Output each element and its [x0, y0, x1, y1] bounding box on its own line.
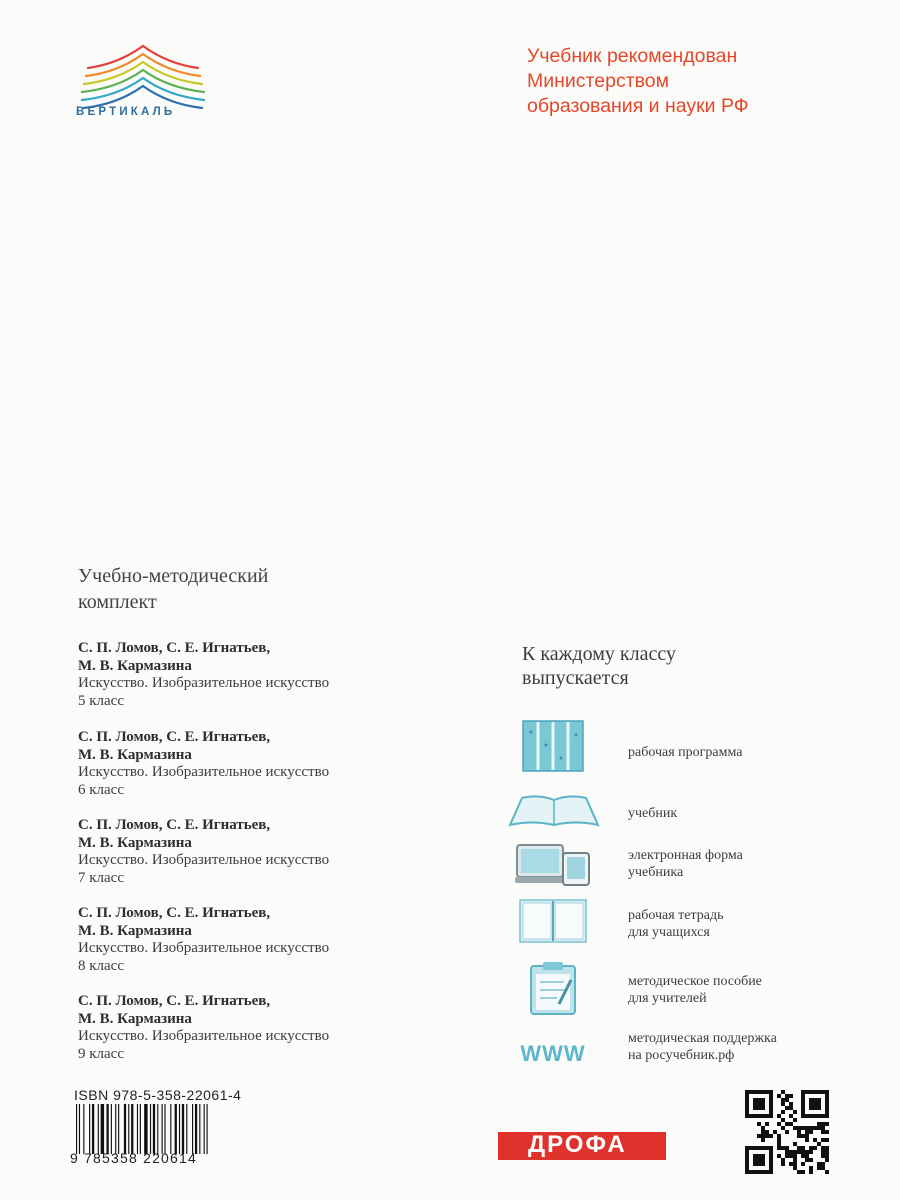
qr-module — [797, 1134, 801, 1138]
recommendation-line: образования и науки РФ — [527, 95, 749, 117]
qr-module — [797, 1146, 801, 1150]
qr-module — [789, 1106, 793, 1110]
qr-module — [801, 1126, 805, 1130]
book-authors: С. П. Ломов, С. Е. Игнатьев, — [78, 905, 271, 921]
isbn-label: ISBN 978-5-358-22061-4 — [74, 1087, 242, 1103]
clipboard-icon — [529, 960, 577, 1016]
qr-module — [785, 1122, 789, 1126]
book-title: Искусство. Изобразительное искусство — [78, 852, 330, 868]
barcode-bar — [111, 1104, 112, 1154]
barcode-bar — [137, 1104, 138, 1154]
book-authors: С. П. Ломов, С. Е. Игнатьев, — [78, 817, 271, 833]
qr-module — [777, 1142, 781, 1146]
workbook-icon — [519, 899, 587, 943]
qr-module — [789, 1154, 793, 1158]
qr-module — [805, 1150, 809, 1154]
book-grade: 9 класс — [78, 1045, 124, 1062]
qr-module — [809, 1166, 813, 1170]
qr-module — [825, 1122, 829, 1126]
qr-module — [793, 1154, 797, 1158]
barcode-bar — [115, 1104, 116, 1154]
umk-heading-line: Учебно-методический — [78, 565, 269, 587]
qr-module — [797, 1170, 801, 1174]
binder-icon — [522, 720, 584, 772]
book-grade: 7 класс — [78, 869, 124, 886]
barcode-bar — [83, 1104, 84, 1154]
qr-module — [789, 1150, 793, 1154]
product-label-line: для учащихся — [628, 925, 710, 940]
qr-module — [825, 1138, 829, 1142]
barcode-bar — [170, 1104, 171, 1154]
barcode-bar — [199, 1104, 200, 1154]
barcode-digits: 9 785358 220614 — [70, 1150, 197, 1166]
barcode-bar — [131, 1104, 133, 1154]
book-entry — [78, 640, 418, 710]
qr-module — [813, 1126, 817, 1130]
barcode-bar — [162, 1104, 163, 1154]
qr-module — [793, 1142, 797, 1146]
qr-module — [801, 1154, 805, 1158]
qr-module — [817, 1166, 821, 1170]
qr-module — [789, 1094, 793, 1098]
qr-module — [761, 1134, 765, 1138]
qr-module — [757, 1122, 761, 1126]
book-authors: М. В. Кармазина — [78, 922, 192, 939]
qr-module — [773, 1130, 777, 1134]
qr-module — [821, 1126, 825, 1130]
barcode-bar — [89, 1104, 90, 1154]
book-entry — [78, 817, 418, 887]
qr-module — [805, 1126, 809, 1130]
product-label-line: учебник — [628, 806, 678, 821]
qr-module — [785, 1146, 789, 1150]
qr-module — [801, 1162, 805, 1166]
publisher-name: ДРОФА — [528, 1131, 627, 1158]
qr-module — [821, 1154, 825, 1158]
qr-module — [825, 1158, 829, 1162]
open-book-icon — [508, 792, 600, 828]
barcode-bar — [182, 1104, 184, 1154]
book-entry — [78, 993, 418, 1063]
book-title: Искусство. Изобразительное искусство — [78, 764, 330, 780]
product-label — [628, 744, 742, 761]
qr-module — [789, 1114, 793, 1118]
qr-module — [809, 1126, 813, 1130]
qr-module — [781, 1098, 785, 1102]
qr-module — [809, 1130, 813, 1134]
product-label-line: на росучебник.рф — [628, 1048, 735, 1063]
product-label — [628, 907, 724, 941]
product-label-line: методическое пособие — [628, 974, 762, 989]
qr-module — [817, 1122, 821, 1126]
qr-code-icon — [745, 1090, 829, 1174]
recommendation-line: Учебник рекомендован — [527, 45, 738, 67]
product-label-line: рабочая программа — [628, 745, 743, 760]
qr-module — [785, 1150, 789, 1154]
barcode-bar — [124, 1104, 126, 1154]
qr-module — [781, 1158, 785, 1162]
qr-module — [821, 1138, 825, 1142]
logo-wordmark: ВЕРТИКАЛЬ — [76, 106, 176, 118]
qr-module — [805, 1138, 809, 1142]
book-grade: 6 класс — [78, 781, 124, 798]
qr-module — [785, 1094, 789, 1098]
qr-module — [801, 1146, 805, 1150]
book-authors: М. В. Кармазина — [78, 1010, 192, 1027]
qr-module — [825, 1170, 829, 1174]
qr-module — [781, 1146, 785, 1150]
qr-module — [757, 1134, 761, 1138]
qr-module — [769, 1134, 773, 1138]
each-class-line: К каждому классу — [522, 643, 676, 665]
book-grade: 5 класс — [78, 692, 124, 709]
barcode-bar — [207, 1104, 208, 1154]
qr-module — [753, 1154, 765, 1166]
book-entry — [78, 729, 418, 799]
qr-module — [805, 1134, 809, 1138]
qr-module — [797, 1150, 801, 1154]
book-title: Искусство. Изобразительное искусство — [78, 1028, 330, 1044]
qr-module — [781, 1090, 785, 1094]
book-entry — [78, 905, 418, 975]
barcode-bar — [92, 1104, 94, 1154]
barcode-bar — [157, 1104, 158, 1154]
qr-module — [785, 1130, 789, 1134]
qr-module — [761, 1138, 765, 1142]
book-authors: С. П. Ломов, С. Е. Игнатьев, — [78, 729, 271, 745]
product-label-line: рабочая тетрадь — [628, 908, 724, 923]
barcode-bar — [175, 1104, 177, 1154]
product-label — [628, 973, 762, 1007]
umk-heading — [78, 563, 268, 615]
barcode-bar — [186, 1104, 187, 1154]
qr-module — [809, 1098, 821, 1110]
product-label-line: электронная форма — [628, 848, 743, 863]
qr-module — [801, 1170, 805, 1174]
www-icon-text: WWW — [520, 1041, 586, 1066]
recommendation-line: Министерством — [527, 70, 670, 92]
qr-module — [789, 1102, 793, 1106]
qr-module — [777, 1122, 781, 1126]
qr-module — [793, 1166, 797, 1170]
barcode-bar — [192, 1104, 193, 1154]
qr-module — [821, 1130, 825, 1134]
each-class-line: выпускается — [522, 667, 629, 689]
qr-module — [793, 1110, 797, 1114]
devices-icon — [515, 843, 591, 887]
qr-module — [777, 1138, 781, 1142]
each-class-heading — [522, 642, 676, 690]
qr-module — [797, 1130, 801, 1134]
product-label-line: учебника — [628, 865, 684, 880]
qr-module — [781, 1162, 785, 1166]
barcode-bar — [101, 1104, 104, 1154]
barcode-bar — [128, 1104, 129, 1154]
qr-module — [813, 1138, 817, 1142]
qr-module — [821, 1150, 825, 1154]
qr-module — [793, 1158, 797, 1162]
qr-module — [809, 1150, 813, 1154]
qr-module — [761, 1126, 765, 1130]
qr-module — [809, 1158, 813, 1162]
barcode-bar — [106, 1104, 108, 1154]
qr-module — [761, 1130, 765, 1134]
qr-module — [797, 1126, 801, 1130]
qr-module — [793, 1126, 797, 1130]
qr-module — [817, 1126, 821, 1130]
product-label — [628, 805, 677, 822]
qr-module — [777, 1094, 781, 1098]
qr-module — [801, 1150, 805, 1154]
qr-module — [765, 1130, 769, 1134]
qr-module — [789, 1122, 793, 1126]
qr-module — [817, 1162, 821, 1166]
qr-module — [789, 1162, 793, 1166]
barcode-bar — [76, 1104, 77, 1154]
qr-module — [793, 1150, 797, 1154]
book-grade: 8 класс — [78, 957, 124, 974]
book-authors: М. В. Кармазина — [78, 746, 192, 763]
book-authors: М. В. Кармазина — [78, 657, 192, 674]
qr-module — [821, 1146, 825, 1150]
qr-module — [781, 1102, 785, 1106]
qr-module — [805, 1130, 809, 1134]
qr-module — [813, 1146, 817, 1150]
barcode-bar — [79, 1104, 80, 1154]
qr-module — [785, 1154, 789, 1158]
barcode-bar — [153, 1104, 155, 1154]
qr-module — [785, 1106, 789, 1110]
book-authors: С. П. Ломов, С. Е. Игнатьев, — [78, 640, 271, 656]
book-authors: С. П. Ломов, С. Е. Игнатьев, — [78, 993, 271, 1009]
barcode-bar — [179, 1104, 180, 1154]
book-title: Искусство. Изобразительное искусство — [78, 940, 330, 956]
qr-module — [821, 1122, 825, 1126]
barcode-bar — [164, 1104, 165, 1154]
qr-module — [777, 1154, 781, 1158]
book-title: Искусство. Изобразительное искусство — [78, 675, 330, 691]
qr-module — [821, 1166, 825, 1170]
product-label — [628, 1030, 777, 1064]
qr-module — [825, 1146, 829, 1150]
qr-module — [793, 1118, 797, 1122]
book-authors: М. В. Кармазина — [78, 834, 192, 851]
umk-heading-line: комплект — [78, 591, 157, 613]
product-label — [628, 847, 743, 881]
product-label-line: методическая поддержка — [628, 1031, 777, 1046]
qr-module — [785, 1098, 789, 1102]
qr-module — [825, 1150, 829, 1154]
qr-module — [765, 1134, 769, 1138]
qr-module — [753, 1098, 765, 1110]
qr-module — [793, 1162, 797, 1166]
barcode-bar — [98, 1104, 99, 1154]
qr-module — [805, 1154, 809, 1158]
qr-module — [809, 1170, 813, 1174]
qr-module — [777, 1134, 781, 1138]
qr-module — [777, 1146, 781, 1150]
qr-module — [817, 1142, 821, 1146]
qr-module — [805, 1158, 809, 1162]
barcode-bar — [118, 1104, 119, 1154]
barcode-bar — [140, 1104, 141, 1154]
qr-module — [765, 1122, 769, 1126]
qr-module — [825, 1154, 829, 1158]
qr-module — [781, 1126, 785, 1130]
qr-module — [809, 1146, 813, 1150]
barcode-bar — [150, 1104, 151, 1154]
barcode-bar — [144, 1104, 147, 1154]
qr-module — [825, 1130, 829, 1134]
recommendation-text — [527, 44, 827, 119]
barcode-bar — [195, 1104, 197, 1154]
qr-module — [781, 1118, 785, 1122]
product-label-line: для учителей — [628, 991, 707, 1006]
www-icon — [510, 1038, 596, 1068]
barcode-icon — [74, 1104, 264, 1154]
qr-module — [777, 1114, 781, 1118]
qr-module — [821, 1162, 825, 1166]
qr-module — [781, 1110, 785, 1114]
qr-module — [801, 1134, 805, 1138]
barcode-bar — [204, 1104, 205, 1154]
